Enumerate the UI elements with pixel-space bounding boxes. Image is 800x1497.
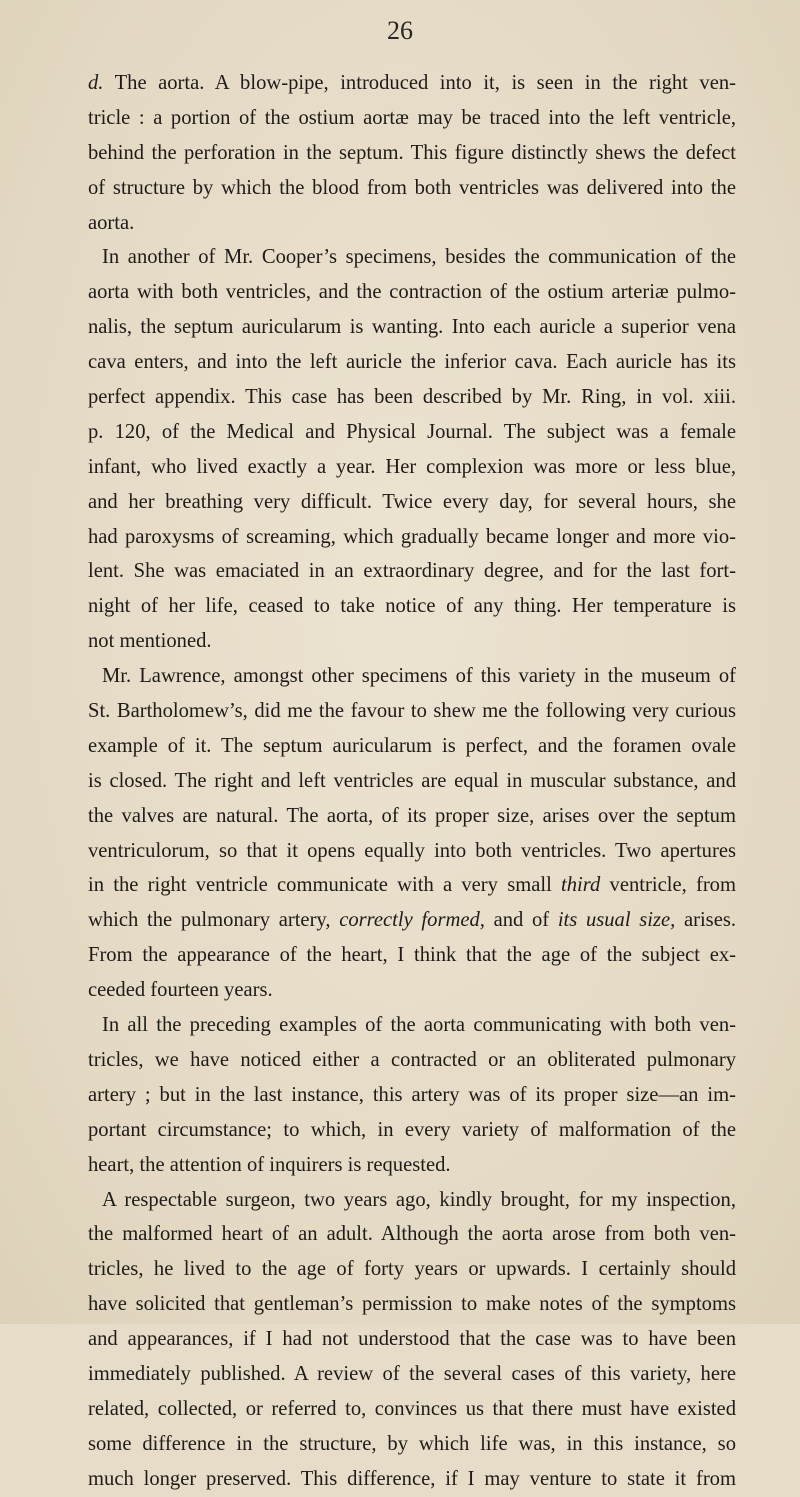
text-line: tricles, he lived to the age of forty years or upwards. I certainly should [88,1258,736,1281]
paragraph [88,66,736,240]
text-line: is closed. The right and left ventricles are equal in muscular substance, and [88,769,736,792]
text-line: ventriculorum, so that it opens equally into both ventricles. Two apertures [88,839,736,862]
text-line: in the right ventricle communicate with a very small third ventricle, from [88,874,736,897]
text-line: A respectable surgeon, two years ago, kindly brought, for my inspection, [102,1188,736,1211]
page-number: 26 [387,16,413,45]
text-line: much longer preserved. This difference, if I may venture to state it from [88,1467,736,1490]
text-line: had paroxysms of screaming, which gradually became longer and more vio- [88,525,736,548]
paragraph [88,1008,736,1182]
text-line: immediately published. A review of the several cases of this variety, here [88,1362,736,1385]
paragraph [88,659,736,1008]
text-line: not mentioned. [88,630,212,653]
paragraph [88,1183,736,1497]
text-line: and her breathing very difficult. Twice every day, for several hours, she [88,490,736,513]
text-line: ceeded fourteen years. [88,979,273,1002]
text-line: lent. She was emaciated in an extraordinary degree, and for the last fort- [88,560,736,583]
text-line: artery ; but in the last instance, this artery was of its proper size—an im- [88,1083,736,1106]
text-line: infant, who lived exactly a year. Her complexion was more or less blue, [88,455,736,478]
text-line: perfect appendix. This case has been described by Mr. Ring, in vol. xiii. [88,386,736,409]
text-line: cava enters, and into the left auricle the inferior cava. Each auricle has its [88,351,736,374]
text-line: p. 120, of the Medical and Physical Journal. The subject was a female [88,420,736,443]
text-line: behind the perforation in the septum. This figure distinctly shews the defect [88,141,736,164]
text-line: From the appearance of the heart, I think that the age of the subject ex- [88,944,736,967]
text-line: the malformed heart of an adult. Although the aorta arose from both ven- [88,1223,736,1246]
text-line: example of it. The septum auricularum is perfect, and the foramen ovale [88,734,736,757]
text-line: tricles, we have noticed either a contracted or an obliterated pulmonary [88,1048,736,1071]
text-line: some difference in the structure, by which life was, in this instance, so [88,1432,736,1455]
text-line: and appearances, if I had not understood that the case was to have been [88,1328,736,1351]
text-line: related, collected, or referred to, convinces us that there must have existed [88,1397,736,1420]
text-line: In all the preceding examples of the aorta communicating with both ven- [102,1014,736,1037]
text-line: nalis, the septum auricularum is wanting. Into each auricle a superior vena [88,316,736,339]
text-line: the valves are natural. The aorta, of its proper size, arises over the septum [88,804,736,827]
text-line: Mr. Lawrence, amongst other specimens of this variety in the museum of [102,665,736,688]
text-line: of structure by which the blood from both ventricles was delivered into the [88,176,736,199]
text-line: which the pulmonary artery, correctly formed, and of its usual size, arises. [88,909,736,932]
text-line: In another of Mr. Cooper’s specimens, besides the communication of the [102,246,736,269]
text-line: d. The aorta. A blow-pipe, introduced into it, is seen in the right ven- [88,72,736,94]
body-text [88,66,736,1497]
text-line: aorta with both ventricles, and the contraction of the ostium arteriæ pulmo- [88,281,736,304]
text-line: aorta. [88,211,135,234]
text-line: St. Bartholomew’s, did me the favour to shew me the following very curious [88,700,736,723]
text-line: tricle : a portion of the ostium aortæ may be traced into the left ventricle, [88,106,736,129]
text-line: portant circumstance; to which, in every variety of malformation of the [88,1118,736,1141]
text-line: night of her life, ceased to take notice of any thing. Her temperature is [88,595,736,618]
text-line: have solicited that gentleman’s permission to make notes of the symptoms [88,1293,736,1316]
text-line: heart, the attention of inquirers is requested. [88,1153,451,1176]
paragraph [88,240,736,659]
